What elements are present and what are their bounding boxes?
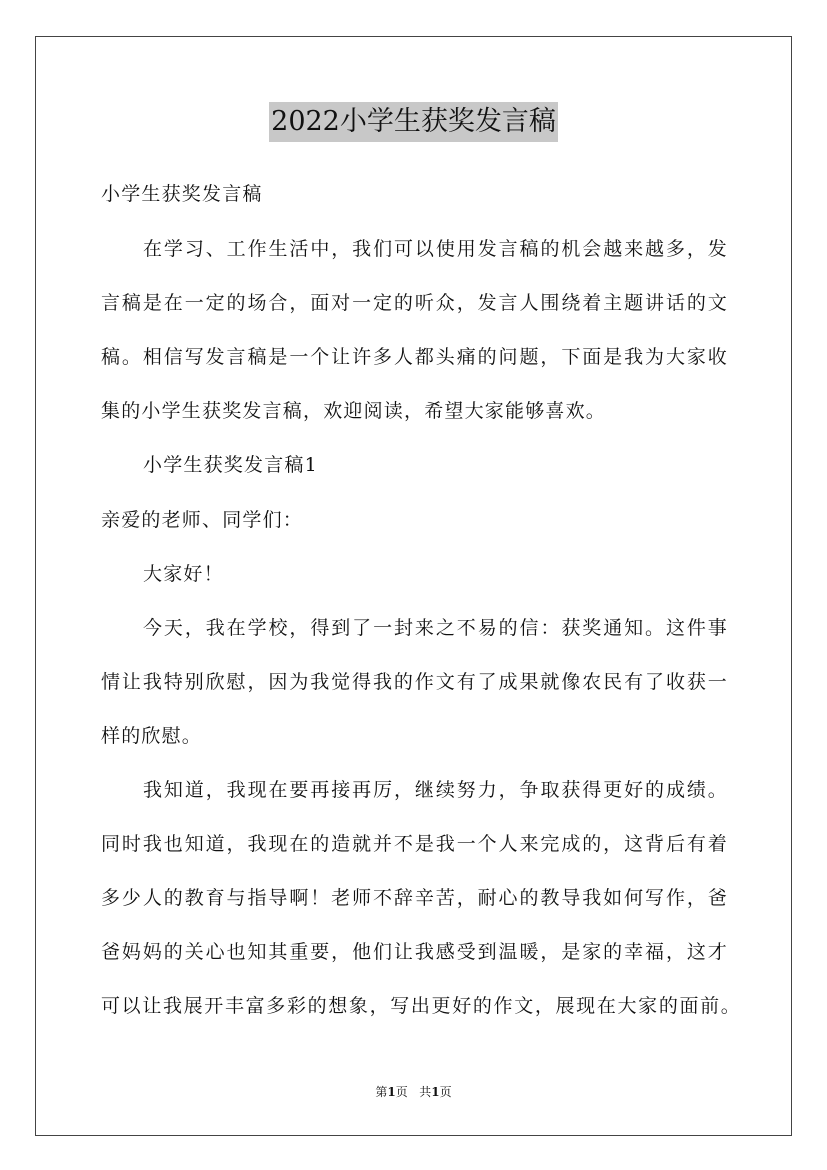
total-pages: 1 bbox=[431, 1085, 440, 1099]
page-suffix: 页 bbox=[395, 1085, 408, 1099]
paragraph-line: 爸妈妈的关心也知其重要，他们让我感受到温暖，是家的幸福，这才 bbox=[101, 941, 728, 963]
intro-line: 集的小学生获奖发言稿，欢迎阅读，希望大家能够喜欢。 bbox=[101, 400, 607, 422]
paragraph-line: 今天，我在学校，得到了一封来之不易的信：获奖通知。这件事 bbox=[143, 617, 728, 639]
paragraph-line: 情让我特别欣慰，因为我觉得我的作文有了成果就像农民有了收获一 bbox=[101, 671, 728, 693]
page-footer bbox=[0, 1083, 827, 1101]
total-prefix: 共 bbox=[419, 1085, 432, 1099]
paragraph-line: 我知道，我现在要再接再厉，继续努力，争取获得更好的成绩。 bbox=[143, 779, 728, 801]
paragraph-line: 样的欣慰。 bbox=[101, 725, 203, 747]
page-prefix: 第 bbox=[375, 1085, 388, 1099]
page-number: 1 bbox=[387, 1085, 396, 1099]
paragraph-line: 多少人的教育与指导啊！老师不辞辛苦，耐心的教导我如何写作，爸 bbox=[101, 887, 728, 909]
salutation: 亲爱的老师、同学们： bbox=[101, 509, 304, 531]
intro-line: 在学习、工作生活中，我们可以使用发言稿的机会越来越多，发 bbox=[143, 238, 728, 260]
intro-line: 稿。相信写发言稿是一个让许多人都头痛的问题，下面是我为大家收 bbox=[101, 346, 728, 368]
total-suffix: 页 bbox=[439, 1085, 452, 1099]
paragraph-line: 可以让我展开丰富多彩的想象，写出更好的作文，展现在大家的面前。 bbox=[101, 995, 741, 1017]
paragraph-line: 同时我也知道，我现在的造就并不是我一个人来完成的，这背后有着 bbox=[101, 833, 728, 855]
intro-line: 言稿是在一定的场合，面对一定的听众，发言人围绕着主题讲话的文 bbox=[101, 292, 728, 314]
document-title: 2022小学生获奖发言稿 bbox=[269, 102, 558, 142]
document-subtitle: 小学生获奖发言稿 bbox=[101, 183, 263, 205]
title-block bbox=[0, 102, 827, 142]
greeting: 大家好！ bbox=[143, 563, 224, 585]
section-heading: 小学生获奖发言稿1 bbox=[143, 454, 318, 476]
